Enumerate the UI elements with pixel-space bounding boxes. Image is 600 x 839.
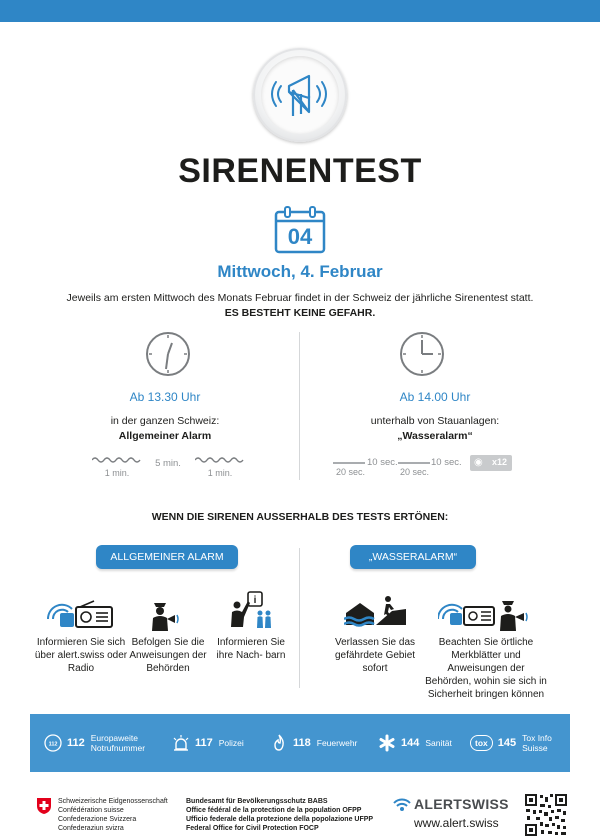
- action-follow-leaflets: Beachten Sie örtliche Merkblätter und Anweisungen der Behörden, wohin sie sich in Sicherheit bringen können: [425, 637, 547, 700]
- fire-icon: [270, 734, 288, 752]
- right-test-region: unterhalb von Stauanlagen:: [370, 415, 500, 427]
- wave-signal-icon: [195, 456, 245, 464]
- confederation-names: [58, 797, 168, 833]
- left-test-alarm: Allgemeiner Alarm: [118, 430, 212, 442]
- official-megaphone-icon: [148, 597, 182, 631]
- svg-text:i: i: [253, 595, 257, 606]
- number-label: Polizei: [218, 738, 244, 748]
- siren-small-icon: ◉: [474, 457, 483, 468]
- repeat-badge: [470, 455, 512, 471]
- right-test-time: Ab 14.00 Uhr: [399, 390, 471, 404]
- euro-112-icon: [44, 734, 62, 752]
- tox-icon: tox: [470, 735, 493, 751]
- number-144[interactable]: [378, 714, 452, 772]
- siren-badge: [253, 48, 347, 142]
- test-divider: [299, 332, 300, 480]
- inform-neighbours-icon: [228, 591, 272, 629]
- right-test-alarm: „Wasseralarm“: [397, 430, 473, 442]
- confederation-de: Schweizerische Eidgenossenschaft: [58, 798, 168, 805]
- number-label: Tox Info Suisse: [522, 733, 552, 753]
- clock-icon: [398, 330, 446, 378]
- office-names: [186, 797, 373, 833]
- alertswiss-logo-icon: [392, 796, 412, 812]
- number-value: 145: [497, 737, 517, 749]
- confederation-rm: Confederaziun svizra: [58, 825, 124, 832]
- calendar-icon: [274, 206, 326, 254]
- left-seq-pause: 5 min.: [155, 458, 181, 469]
- qr-code[interactable]: [524, 793, 568, 837]
- page-title: SIRENENTEST: [178, 152, 422, 190]
- intro-text: [0, 291, 600, 321]
- radio-official-icon: [438, 597, 530, 631]
- siren-icon: [261, 56, 339, 134]
- office-fr: Office fédéral de la protection de la population OFPP: [186, 807, 362, 814]
- test-date: Mittwoch, 4. Februar: [217, 262, 383, 281]
- action-inform-radio: Informieren Sie sich über alert.swiss oder Radio: [34, 637, 128, 674]
- outside-test-heading: WENN DIE SIRENEN AUSSERHALB DES TESTS ERTÖNEN:: [151, 511, 449, 523]
- confederation-it: Confederazione Svizzera: [58, 816, 137, 823]
- number-112[interactable]: [44, 714, 151, 772]
- right-seq-off-1: 10 sec.: [367, 457, 398, 468]
- number-value: 144: [401, 737, 420, 749]
- number-145[interactable]: [470, 714, 556, 772]
- top-color-bar: [0, 0, 600, 22]
- repeat-count: x12: [492, 457, 508, 467]
- wave-signal-icon: [92, 456, 142, 464]
- number-value: 118: [293, 737, 311, 749]
- police-light-icon: [172, 734, 190, 752]
- right-seq-off-2: 10 sec.: [431, 457, 462, 468]
- office-de: Bundesamt für Bevölkerungsschutz BABS: [186, 798, 328, 805]
- water-alarm-button[interactable]: „WASSERALARM“: [350, 545, 476, 569]
- number-label: Feuerwehr: [316, 738, 358, 748]
- right-seq-on-2: 20 sec.: [400, 467, 430, 477]
- left-seq-duration-2: 1 min.: [207, 468, 233, 478]
- action-follow-authorities: Befolgen Sie die Anweisungen der Behörden: [129, 637, 207, 674]
- number-117[interactable]: [172, 714, 244, 772]
- office-en: Federal Office for Civil Protection FOCP: [186, 825, 319, 832]
- svg-text:112: 112: [48, 741, 58, 748]
- signal-bar: [333, 462, 365, 464]
- number-label: Sanität: [425, 738, 452, 748]
- right-seq-on-1: 20 sec.: [336, 467, 366, 477]
- left-seq-duration-1: 1 min.: [104, 468, 130, 478]
- alertswiss-url[interactable]: www.alert.swiss: [414, 816, 499, 830]
- action-inform-neighbours: Informieren Sie ihre Nach- barn: [216, 637, 286, 661]
- swiss-coat-of-arms-icon: [36, 797, 52, 815]
- flood-leave-icon: [344, 595, 406, 629]
- no-danger-notice: ES BESTEHT KEINE GEFAHR.: [224, 307, 376, 319]
- office-it: Ufficio federale della protezione della popolazione UFPP: [186, 816, 374, 823]
- emergency-numbers-band: [30, 714, 570, 772]
- medical-star-icon: [378, 734, 396, 752]
- general-alarm-button[interactable]: ALLGEMEINER ALARM: [96, 545, 238, 569]
- signal-bar: [398, 462, 430, 464]
- radio-icon: [46, 599, 114, 629]
- number-label: Europaweite Notrufnummer: [90, 733, 146, 753]
- clock-icon: [144, 330, 192, 378]
- number-value: 117: [195, 737, 213, 749]
- left-test-region: in der ganzen Schweiz:: [110, 415, 220, 427]
- intro-sentence: Jeweils am ersten Mittwoch des Monats Februar findet in der Schweiz der jährliche Sirenentest statt.: [66, 292, 534, 304]
- number-value: 112: [67, 737, 85, 749]
- alertswiss-brand: ALERTSWISS: [414, 796, 509, 812]
- number-118[interactable]: [270, 714, 357, 772]
- action-leave-area: Verlassen Sie das gefährdete Gebiet sofort: [334, 637, 416, 674]
- alarm-divider: [299, 548, 300, 688]
- calendar-day: 04: [287, 224, 313, 249]
- confederation-fr: Confédération suisse: [58, 807, 124, 814]
- left-test-time: Ab 13.30 Uhr: [129, 390, 201, 404]
